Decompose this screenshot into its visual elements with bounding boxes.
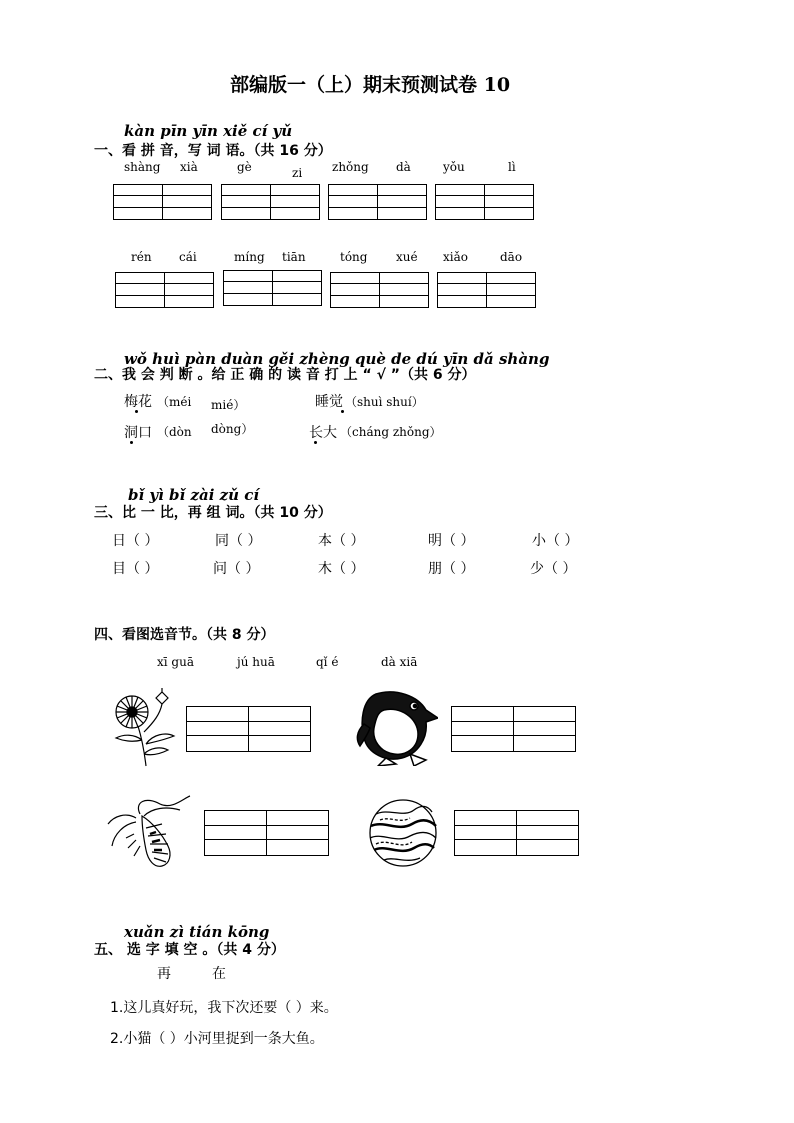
word-pair-item[interactable]: 目（ ） <box>112 561 159 577</box>
word-pair-item[interactable]: 明（ ） <box>428 533 475 549</box>
pinyin-label: tóng <box>340 250 368 264</box>
judge-item-option[interactable]: dòng） <box>211 422 254 436</box>
watermelon-icon <box>366 796 440 870</box>
section4-heading: 四、看图选音节。（共 8 分） <box>94 627 275 643</box>
answer-grid[interactable] <box>186 706 311 752</box>
pinyin-label: dāo <box>500 250 523 264</box>
writing-grid[interactable] <box>221 184 320 220</box>
choice-char: 再 <box>157 966 171 982</box>
writing-grid[interactable] <box>330 272 429 308</box>
judge-item-option[interactable]: （cháng zhǒng） <box>340 425 442 439</box>
word-pair-item[interactable]: 小（ ） <box>532 533 579 549</box>
word-pair-item[interactable]: 问（ ） <box>213 561 260 577</box>
syllable-option: qǐ é <box>316 655 339 669</box>
judge-item-word: 洞口 <box>124 425 152 441</box>
section5-pinyin: xuǎn zì tián kōng <box>124 923 270 941</box>
judge-item-word: 梅花 <box>124 394 152 410</box>
emphasis-dot <box>135 410 138 413</box>
emphasis-dot <box>314 441 317 444</box>
writing-grid[interactable] <box>113 184 212 220</box>
pinyin-label: cái <box>179 250 197 264</box>
pinyin-label: xué <box>396 250 418 264</box>
penguin-icon <box>356 688 438 766</box>
word-pair-item[interactable]: 本（ ） <box>318 533 365 549</box>
writing-grid[interactable] <box>437 272 536 308</box>
writing-grid[interactable] <box>115 272 214 308</box>
section2-pinyin: wǒ huì pàn duàn gěi zhèng què de dú yīn dǎ shàng <box>124 350 550 368</box>
section2-heading: 二、我 会 判 断 。给 正 确 的 读 音 打 上 “ √ ”（共 6 分） <box>94 367 476 383</box>
section1-heading: 一、看 拼 音，写 词 语。（共 16 分） <box>94 143 332 159</box>
page-title: 部编版一（上）期末预测试卷 10 <box>230 74 511 96</box>
question-1[interactable]: 1.这儿真好玩，我下次还要（ ）来。 <box>110 1000 338 1016</box>
judge-item-word: 长大 <box>309 425 337 441</box>
pinyin-label: xià <box>180 160 198 174</box>
syllable-option: jú huā <box>237 655 275 669</box>
pinyin-label: lì <box>508 160 516 174</box>
word-pair-item[interactable]: 朋（ ） <box>428 561 475 577</box>
word-pair-item[interactable]: 同（ ） <box>215 533 262 549</box>
section3-heading: 三、比 一 比，再 组 词。（共 10 分） <box>94 505 332 521</box>
chrysanthemum-icon <box>108 684 180 768</box>
shrimp-icon <box>106 794 192 870</box>
judge-item-option[interactable]: （shuì shuí） <box>345 395 424 409</box>
judge-item-option[interactable]: （méi <box>157 395 192 409</box>
pinyin-label: shàng <box>124 160 161 174</box>
pinyin-label: rén <box>131 250 152 264</box>
emphasis-dot <box>130 441 133 444</box>
syllable-option: xī guā <box>157 655 194 669</box>
judge-item-option[interactable]: （dòn <box>157 425 192 439</box>
writing-grid[interactable] <box>328 184 427 220</box>
choice-char: 在 <box>212 966 226 982</box>
word-pair-item[interactable]: 少（ ） <box>530 561 577 577</box>
judge-item-option[interactable]: mié） <box>211 398 246 412</box>
word-pair-item[interactable]: 日（ ） <box>112 533 159 549</box>
pinyin-label: míng <box>234 250 265 264</box>
word-pair-item[interactable]: 木（ ） <box>318 561 365 577</box>
pinyin-label: xiǎo <box>443 250 468 264</box>
section1-pinyin: kàn pīn yīn xiě cí yǔ <box>124 122 293 140</box>
answer-grid[interactable] <box>454 810 579 856</box>
syllable-option: dà xiā <box>381 655 418 669</box>
pinyin-label: dà <box>396 160 411 174</box>
emphasis-dot <box>341 410 344 413</box>
answer-grid[interactable] <box>204 810 329 856</box>
pinyin-label: gè <box>237 160 252 174</box>
answer-grid[interactable] <box>451 706 576 752</box>
pinyin-label: zi <box>292 166 303 180</box>
section3-pinyin: bǐ yì bǐ zài zǔ cí <box>128 486 260 504</box>
writing-grid[interactable] <box>435 184 534 220</box>
question-2[interactable]: 2.小猫（ ）小河里捉到一条大鱼。 <box>110 1031 324 1047</box>
pinyin-label: zhǒng <box>332 160 369 174</box>
writing-grid[interactable] <box>223 270 322 306</box>
pinyin-label: yǒu <box>443 160 465 174</box>
section5-heading: 五、 选 字 填 空 。（共 4 分） <box>94 942 285 958</box>
judge-item-word: 睡觉 <box>315 394 343 410</box>
pinyin-label: tiān <box>282 250 306 264</box>
